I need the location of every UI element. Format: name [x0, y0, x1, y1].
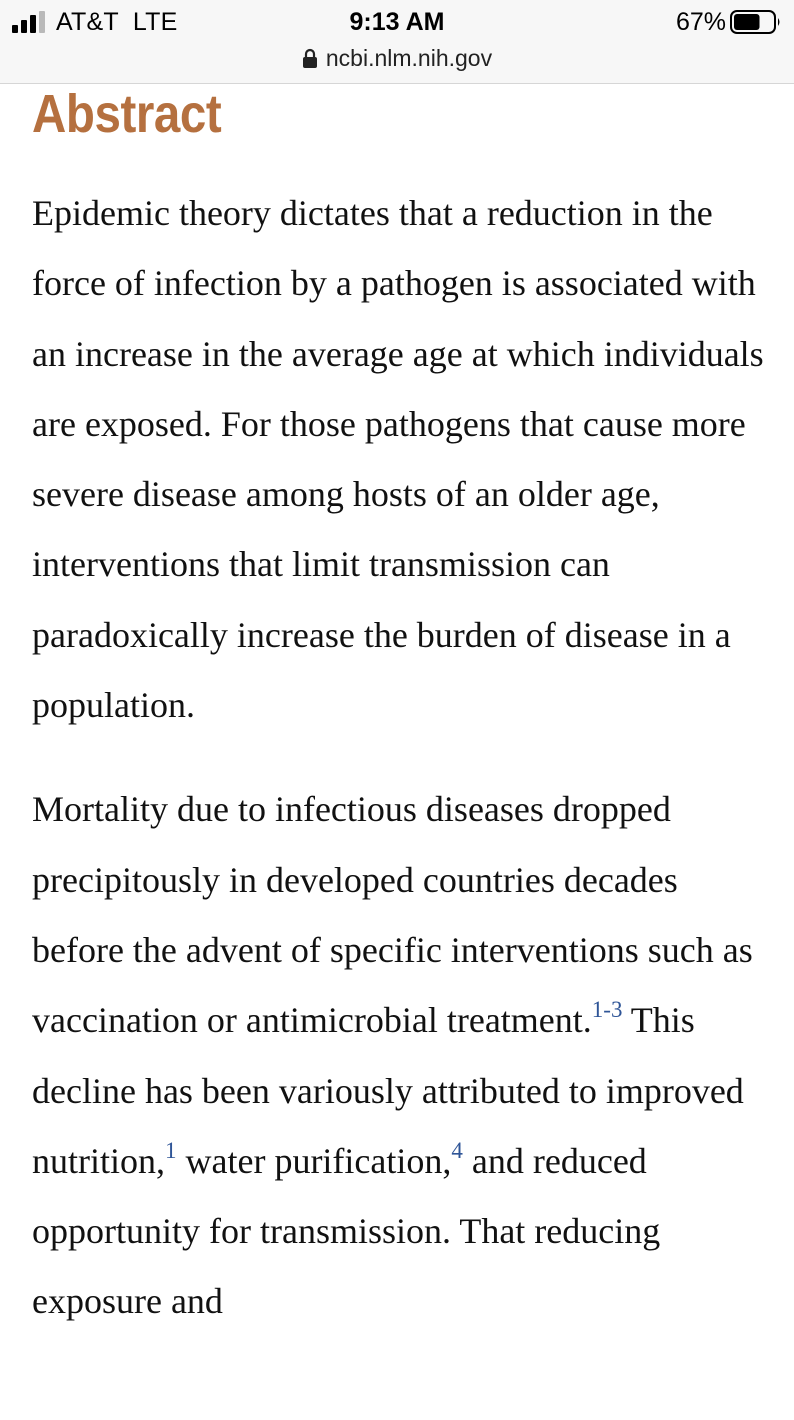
lock-icon	[302, 48, 318, 68]
url-text: ncbi.nlm.nih.gov	[325, 45, 493, 71]
article-body	[32, 178, 772, 1371]
reference-link[interactable]: 4	[451, 1137, 463, 1163]
clock: 9:13 AM	[349, 8, 445, 36]
address-bar[interactable]	[0, 44, 794, 72]
intro-paragraph	[32, 774, 772, 1336]
status-bar	[0, 0, 794, 84]
network-type: LTE	[132, 8, 178, 36]
paragraph-text: water purification,	[176, 1140, 452, 1181]
abstract-paragraph: Epidemic theory dictates that a reduction in the force of infection by a pathogen is associated with an increase in the average age at which individuals are exposed. For those pathogens that cause more severe disease among hosts of an older age, interventions that limit transmission can paradoxically increase the burden of disease in a population.	[32, 193, 764, 726]
paragraph-text: and reduced opportunity for transmission. That reducing exposure and	[32, 1140, 661, 1322]
battery-percent: 67%	[675, 8, 726, 36]
paragraph-text: Mortality due to infectious diseases dropped precipitously in developed countries decades before the advent of specific interventions such as vaccination or antimicrobial treatment.	[32, 789, 753, 1041]
carrier-name: AT&T	[56, 8, 119, 36]
abstract-heading: Abstract	[32, 84, 222, 144]
paragraph-text: This decline has been variously attributed to improved nutrition,	[32, 1000, 744, 1181]
reference-link[interactable]: 1	[165, 1137, 177, 1163]
reference-link[interactable]: 1-3	[591, 997, 623, 1023]
battery-icon	[730, 10, 782, 34]
